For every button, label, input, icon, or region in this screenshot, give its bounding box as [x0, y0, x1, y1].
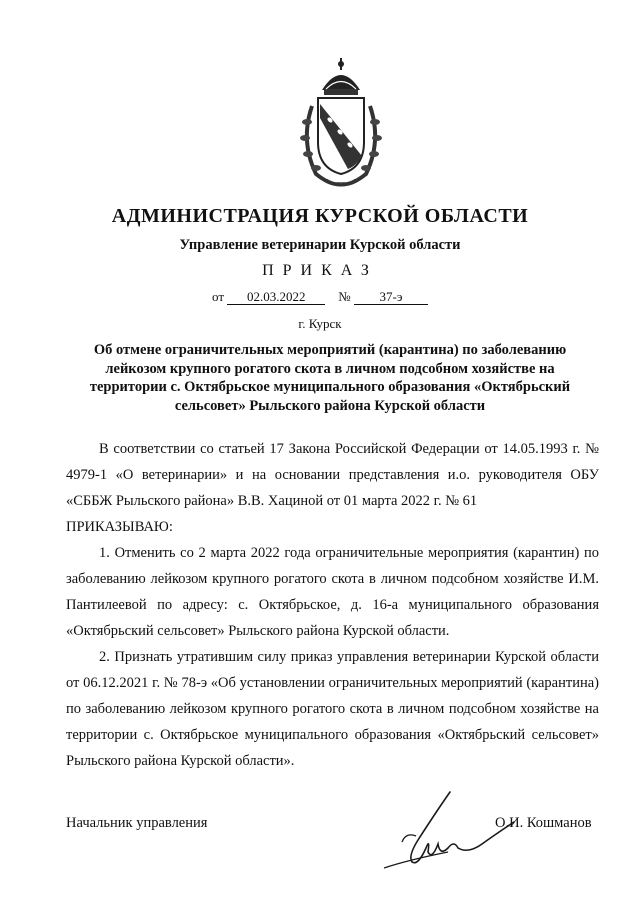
signatory-name: О.И. Кошманов [495, 815, 592, 831]
order-item-1: 1. Отменить со 2 марта 2022 года ограничительные мероприятия (карантин) по заболеванию лейкозом крупного рогатого скота в личном подсобном хозяйстве И.М. Пантилеевой по адресу: с. Октябрьское, д. 16-а муниципального образования «Октябрьский сельсовет» Рыльского района Курской области. [66, 545, 599, 639]
date-prefix: от [212, 289, 225, 304]
number-prefix: № [338, 289, 351, 304]
document-date-number-line [0, 289, 640, 305]
kursk-coat-of-arms-icon [296, 56, 386, 192]
order-item-2: 2. Признать утратившим силу приказ управления ветеринарии Курской области от 06.12.2021 г. № 78-э «Об установлении ограничительных мероприятий (карантина) по заболеванию лейкозом крупного рогатого скота в личном подсобном хозяйстве на территории с. Октябрьское муниципального образования «Октябрьский сельсовет» Рыльского района Курской области». [66, 649, 599, 769]
organization-subtitle: Управление ветеринарии Курской области [179, 237, 461, 253]
document-type: ПРИКАЗ [262, 262, 378, 279]
document-body [66, 436, 599, 774]
document-number: 37-э [354, 290, 428, 305]
signatory-role: Начальник управления [66, 815, 208, 831]
body-intro: В соответствии со статьей 17 Закона Российской Федерации от 14.05.1993 г. № 4979-1 «О ветеринарии» и на основании представления и.о. руководителя ОБУ «СББЖ Рыльского района» В.В. Хациной от 01 марта 2022 г. № 61 [66, 441, 599, 509]
organization-title: АДМИНИСТРАЦИЯ КУРСКОЙ ОБЛАСТИ [111, 205, 529, 227]
city: г. Курск [298, 316, 342, 331]
document-date: 02.03.2022 [227, 290, 325, 305]
document-subject: Об отмене ограничительных мероприятий (карантина) по заболеванию лейкозом крупного рогатого скота в личном подсобном хозяйстве на территории с. Октябрьское муниципального образования «Октябрьский сельсовет» Рыльского района Курской области [89, 342, 571, 414]
order-word: ПРИКАЗЫВАЮ: [66, 519, 173, 535]
